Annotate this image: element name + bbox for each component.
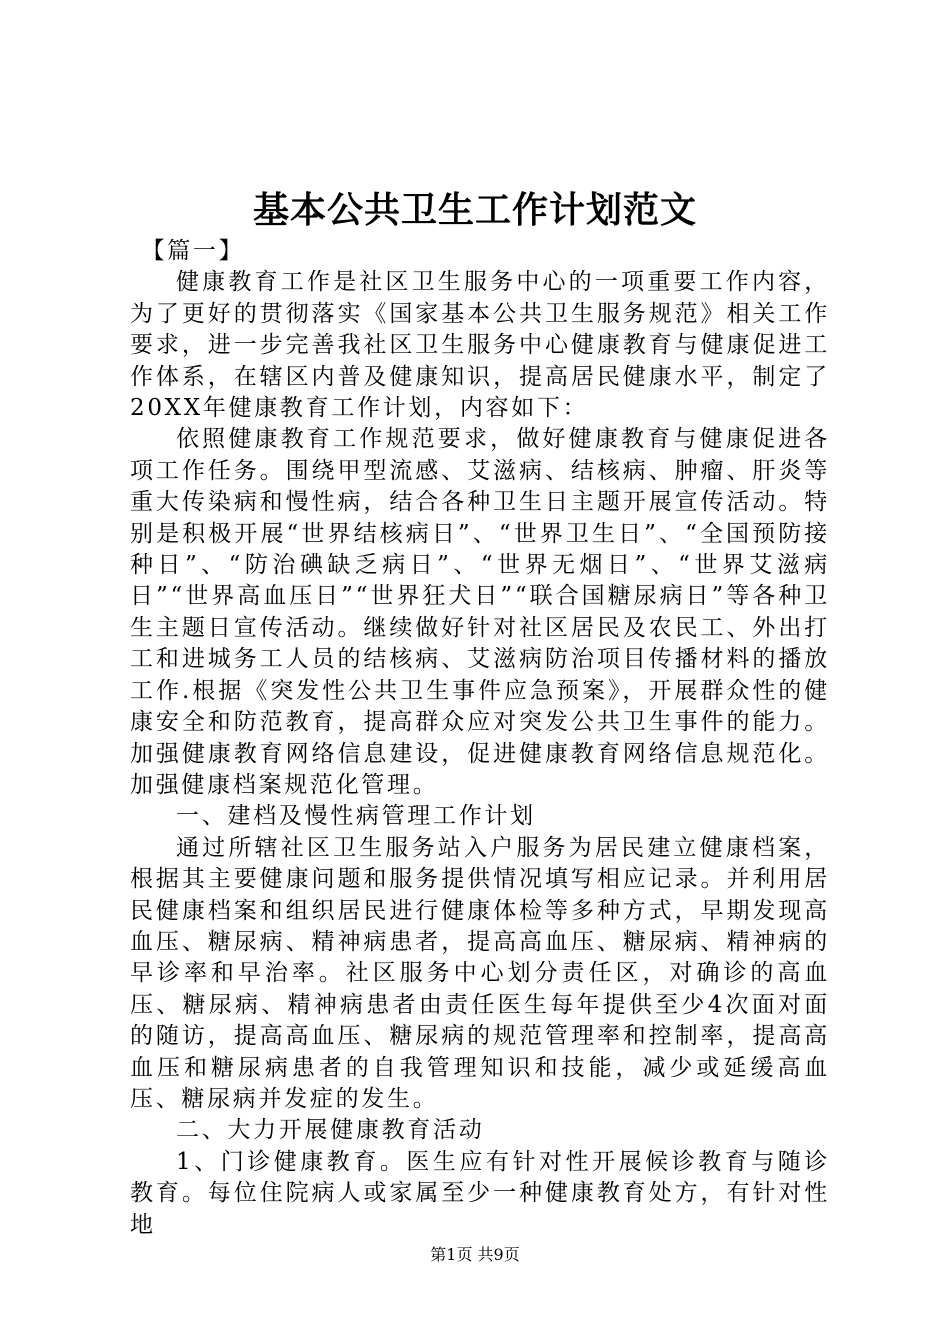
page-number: 第1页 共9页	[430, 1245, 520, 1264]
section-heading-1: 一、建档及慢性病管理工作计划	[176, 803, 536, 830]
paragraph-outpatient: 1、门诊健康教育。医生应有针对性开展候诊教育与随诊教育。每位住院病人或家属至少一种健康教育处方，有针对性地	[130, 1148, 830, 1238]
document-title: 基本公共卫生工作计划范文	[252, 189, 697, 231]
section-marker: 【篇一】	[141, 238, 245, 264]
paragraph-intro: 健康教育工作是社区卫生服务中心的一项重要工作内容，为了更好的贯彻落实《国家基本公共卫生服务规范》相关工作要求，进一步完善我社区卫生服务中心健康教育与健康促进工作体系，在辖区内普及健康知识，提高居民健康水平，制定了20XX年健康教育工作计划，内容如下：	[130, 269, 830, 422]
section-heading-2: 二、大力开展健康教育活动	[176, 1117, 485, 1144]
document-body	[130, 236, 830, 1241]
paragraph-tasks: 依照健康教育工作规范要求，做好健康教育与健康促进各项工作任务。围绕甲型流感、艾滋病、结核病、肿瘤、肝炎等重大传染病和慢性病，结合各种卫生日主题开展宣传活动。特别是积极开展“世界结核病日”、“世界卫生日”、“全国预防接种日”、“防治碘缺乏病日”、“世界无烟日”、“世界艾滋病日”“世界高血压日”“世界狂犬日”“联合国糖尿病日”等各种卫生主题日宣传活动。继续做好针对社区居民及农民工、外出打工和进城务工人员的结核病、艾滋病防治项目传播材料的播放工作.根据《突发性公共卫生事件应急预案》，开展群众性的健康安全和防范教育，提高群众应对突发公共卫生事件的能力。加强健康教育网络信息建设，促进健康教育网络信息规范化。加强健康档案规范化管理。	[130, 426, 830, 798]
paragraph-records: 通过所辖社区卫生服务站入户服务为居民建立健康档案，根据其主要健康问题和服务提供情况填写相应记录。并利用居民健康档案和组织居民进行健康体检等多种方式，早期发现高血压、糖尿病、精神病患者，提高高血压、糖尿病、精神病的早诊率和早治率。社区服务中心划分责任区，对确诊的高血压、糖尿病、精神病患者由责任医生每年提供至少4次面对面的随访，提高高血压、糖尿病的规范管理率和控制率，提高高血压和糖尿病患者的自我管理知识和技能，减少或延缓高血压、糖尿病并发症的发生。	[130, 834, 830, 1112]
